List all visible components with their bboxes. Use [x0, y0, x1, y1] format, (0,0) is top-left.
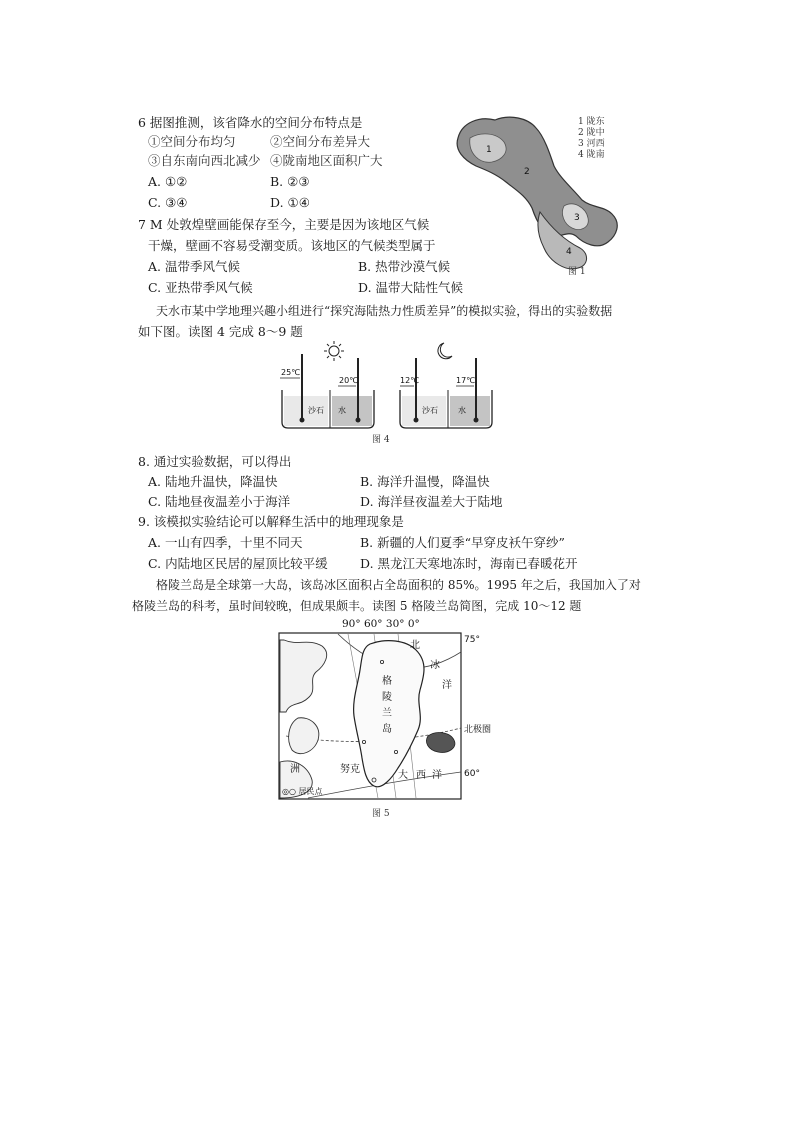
label-atlantic-char: 洋 [432, 770, 442, 781]
intro-10-line2: 格陵兰岛的科考，虽时间较晚，但成果颇丰。读图 5 格陵兰岛简图，完成 10～12 题 [132, 599, 582, 613]
q8-choice-c: C. 陆地昼夜温差小于海洋 [148, 494, 291, 509]
fig1-region-label: 1 [486, 145, 492, 155]
q9-choice-a: A. 一山有四季，十里不同天 [148, 535, 303, 550]
label-island-char: 格 [382, 676, 392, 687]
night-sand-temperature: 12℃ [400, 376, 420, 385]
q6-choice-d: D. ①④ [270, 195, 310, 210]
fig1-legend-item: 2 陇中 [578, 128, 605, 138]
q6-option-4: ④陇南地区面积广大 [270, 153, 383, 168]
q7-choice-a: A. 温带季风气候 [148, 259, 240, 274]
day-water-label: 水 [338, 406, 346, 415]
fig1-region-label: 4 [566, 247, 572, 257]
figure-5-greenland-map [278, 632, 502, 804]
label-island-char: 兰 [382, 708, 392, 719]
intro-10-line1: 格陵兰岛是全球第一大岛，该岛冰区面积占全岛面积的 85%。1995 年之后，我国加入了对 [156, 578, 641, 592]
night-tank [400, 358, 492, 428]
q6-stem: 6 据图推测，该省降水的空间分布特点是 [138, 115, 363, 130]
q9-choice-b: B. 新疆的人们夏季“早穿皮袄午穿纱” [360, 535, 565, 550]
fig1-caption: 图 1 [568, 267, 586, 277]
label-island-char: 岛 [382, 724, 392, 735]
moon-icon [438, 343, 452, 359]
label-island-char: 陵 [382, 692, 392, 703]
fig1-legend-item: 4 陇南 [578, 150, 605, 160]
q7-choice-b: B. 热带沙漠气候 [358, 259, 451, 274]
label-ice: 冰 [430, 660, 440, 671]
fig1-legend-item: 1 陇东 [578, 117, 605, 127]
q7-stem-line2: 干燥，壁画不容易受潮变质。该地区的气候类型属于 [148, 238, 436, 253]
q6-option-2: ②空间分布差异大 [270, 134, 371, 149]
q9-choice-d: D. 黑龙江天寒地冻时，海南已春暖花开 [360, 556, 578, 571]
q8-choice-d: D. 海洋昼夜温差大于陆地 [360, 494, 503, 509]
fig1-region-label: 2 [524, 167, 530, 177]
q7-choice-d: D. 温带大陆性气候 [358, 280, 464, 295]
q6-option-3: ③自东南向西北减少 [148, 153, 261, 168]
q9-stem: 9. 该模拟实验结论可以解释生活中的地理现象是 [138, 514, 404, 529]
fig5-longitude-labels: 90° 60° 30° 0° [342, 618, 420, 630]
fig5-caption: 图 5 [372, 809, 390, 819]
label-atlantic-char: 大 [398, 770, 408, 781]
q7-choice-c: C. 亚热带季风气候 [148, 280, 253, 295]
label-ocean: 洋 [442, 680, 452, 691]
legend-settlement: ◎○ 居民点 [282, 787, 323, 796]
figure-4-experiment [272, 340, 504, 430]
day-water-temperature: 20℃ [339, 376, 359, 385]
night-sand-label: 沙石 [422, 406, 438, 415]
q6-choice-c: C. ③④ [148, 195, 188, 210]
label-continent: 洲 [290, 764, 300, 775]
night-water-temperature: 17℃ [456, 376, 476, 385]
label-nuuk: 努克 [340, 764, 360, 775]
fig1-region-label: 3 [574, 213, 580, 223]
label-lat-60: 60° [464, 769, 480, 779]
q9-choice-c: C. 内陆地区民居的屋顶比较平缓 [148, 556, 328, 571]
night-water-label: 水 [458, 406, 466, 415]
q7-stem-line1: 7 M 处敦煌壁画能保存至今，主要是因为该地区气候 [138, 217, 430, 232]
intro-8-line1: 天水市某中学地理兴趣小组进行“探究海陆热力性质差异”的模拟实验，得出的实验数据 [156, 304, 613, 318]
q6-option-1: ①空间分布均匀 [148, 134, 236, 149]
fig4-caption: 图 4 [372, 435, 390, 445]
sun-icon [324, 341, 344, 361]
day-sand-label: 沙石 [308, 406, 324, 415]
fig1-legend-item: 3 河西 [578, 139, 605, 149]
q6-choice-b: B. ②③ [270, 174, 310, 189]
day-sand-temperature: 25℃ [281, 368, 301, 377]
label-north: 北 [410, 640, 420, 651]
day-tank [280, 354, 374, 428]
q8-stem: 8. 通过实验数据，可以得出 [138, 454, 292, 469]
label-atlantic-char: 西 [416, 770, 426, 781]
q8-choice-a: A. 陆地升温快，降温快 [148, 474, 278, 489]
q8-choice-b: B. 海洋升温慢，降温快 [360, 474, 490, 489]
q6-choice-a: A. ①② [148, 174, 188, 189]
label-lat-75: 75° [464, 635, 480, 645]
label-arctic-circle: 北极圈 [464, 725, 492, 735]
intro-8-line2: 如下图。读图 4 完成 8～9 题 [138, 324, 303, 339]
